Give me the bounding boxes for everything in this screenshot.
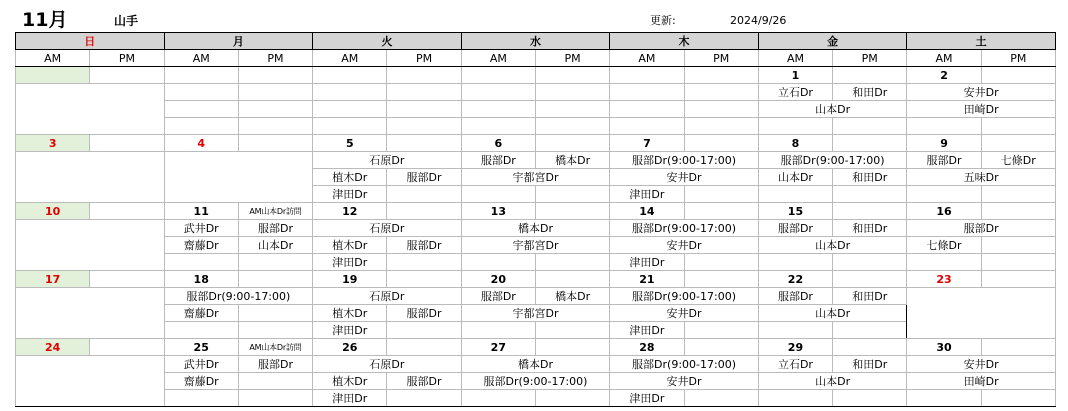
schedule-table xyxy=(15,32,1056,407)
cell xyxy=(238,390,312,407)
pm-label: PM xyxy=(238,50,312,67)
doctor-am: 植木Dr xyxy=(313,237,387,254)
doctor-allday: 石原Dr xyxy=(313,152,462,169)
doctor-allday: 服部Dr(9:00-17:00) xyxy=(461,373,610,390)
doctor-allday: 安井Dr xyxy=(610,373,759,390)
doctor-allday: 宇都宮Dr xyxy=(461,237,610,254)
weekday-mon: 月 xyxy=(164,33,313,50)
weekday-thu: 木 xyxy=(610,33,759,50)
doctor-allday: 服部Dr(9:00-17:00) xyxy=(758,152,907,169)
cell xyxy=(461,186,535,203)
cell xyxy=(684,322,758,339)
cell xyxy=(238,84,312,101)
updated-label: 更新: xyxy=(650,14,676,27)
date-sat: 2 xyxy=(907,67,981,84)
date-wed: 13 xyxy=(461,203,535,220)
sun-blank xyxy=(16,84,165,135)
sat-holiday-blank xyxy=(907,288,1056,339)
updated-date: 2024/9/26 xyxy=(730,14,787,27)
empty-cell xyxy=(313,67,387,84)
doctor-am: 津田Dr xyxy=(313,254,387,271)
date-thu: 14 xyxy=(610,203,684,220)
empty-cell xyxy=(90,339,164,356)
date-fri: 1 xyxy=(758,67,832,84)
date-tue: 26 xyxy=(313,339,387,356)
doctor-allday: 服部Dr(9:00-17:00) xyxy=(164,288,313,305)
doctor-pm: 橋本Dr xyxy=(535,288,609,305)
week-5-row-3 xyxy=(16,390,1056,407)
cell xyxy=(238,254,312,271)
week-4-row-3 xyxy=(16,322,1056,339)
date-sat: 9 xyxy=(907,135,981,152)
doctor-am: 齋藤Dr xyxy=(164,237,238,254)
doctor-allday: 石原Dr xyxy=(313,356,462,373)
doctor-am: 津田Dr xyxy=(610,186,684,203)
cell xyxy=(535,186,609,203)
cell xyxy=(164,322,238,339)
cell xyxy=(238,101,312,118)
cell xyxy=(981,254,1055,271)
week-3-date-row xyxy=(16,203,1056,220)
doctor-am: 服部Dr xyxy=(461,152,535,169)
cell xyxy=(238,118,312,135)
doctor-allday: 服部Dr(9:00-17:00) xyxy=(610,288,759,305)
doctor-allday: 宇都宮Dr xyxy=(461,169,610,186)
doctor-pm: 七條Dr xyxy=(981,152,1055,169)
empty-cell xyxy=(610,67,684,84)
week-1-row-1 xyxy=(16,84,1056,101)
date-thu: 21 xyxy=(610,271,684,288)
empty-cell xyxy=(461,67,535,84)
cell xyxy=(907,254,981,271)
cell xyxy=(684,118,758,135)
empty-cell xyxy=(981,339,1055,356)
doctor-allday: 安井Dr xyxy=(610,237,759,254)
am-label: AM xyxy=(313,50,387,67)
cell xyxy=(833,322,907,339)
doctor-allday: 宇都宮Dr xyxy=(461,305,610,322)
cell xyxy=(387,254,461,271)
month-title: 11月 xyxy=(22,9,68,31)
cell xyxy=(981,186,1055,203)
cell xyxy=(833,118,907,135)
doctor-allday: 橋本Dr xyxy=(461,356,610,373)
date-fri: 8 xyxy=(758,135,832,152)
empty-cell xyxy=(833,135,907,152)
cell xyxy=(833,254,907,271)
doctor-allday: 田崎Dr xyxy=(907,101,1056,118)
week-1-date-row xyxy=(16,67,1056,84)
am-label: AM xyxy=(16,50,90,67)
empty-cell xyxy=(684,271,758,288)
doctor-pm: 服部Dr xyxy=(387,373,461,390)
cell xyxy=(238,305,312,322)
cell xyxy=(313,84,387,101)
doctor-allday: 五味Dr xyxy=(907,169,1056,186)
cell xyxy=(907,390,981,407)
doctor-am: 植木Dr xyxy=(313,305,387,322)
doctor-pm: 橋本Dr xyxy=(535,152,609,169)
sun-blank xyxy=(16,288,165,339)
date-sun: 10 xyxy=(16,203,90,220)
sun-cell xyxy=(16,67,90,84)
visit-note: AM山本Dr訪問 xyxy=(238,339,312,356)
date-tue: 12 xyxy=(313,203,387,220)
date-mon: 18 xyxy=(164,271,238,288)
empty-cell xyxy=(833,67,907,84)
doctor-allday: 山本Dr xyxy=(758,373,907,390)
doctor-allday: 石原Dr xyxy=(313,288,462,305)
cell xyxy=(610,118,684,135)
doctor-pm: 和田Dr xyxy=(833,169,907,186)
cell xyxy=(833,390,907,407)
sun-blank xyxy=(16,356,165,407)
doctor-allday: 安井Dr xyxy=(610,169,759,186)
cell xyxy=(758,118,832,135)
cell xyxy=(684,84,758,101)
empty-cell xyxy=(164,67,238,84)
week-1-row-3 xyxy=(16,118,1056,135)
cell xyxy=(164,101,238,118)
doctor-am: 服部Dr xyxy=(758,220,832,237)
cell xyxy=(907,118,981,135)
week-4-row-1 xyxy=(16,288,1056,305)
week-5-date-row xyxy=(16,339,1056,356)
doctor-am: 齋藤Dr xyxy=(164,305,238,322)
cell xyxy=(535,254,609,271)
pm-label: PM xyxy=(981,50,1055,67)
am-label: AM xyxy=(461,50,535,67)
doctor-allday: 石原Dr xyxy=(313,220,462,237)
date-mon: 11 xyxy=(164,203,238,220)
empty-cell xyxy=(90,135,164,152)
cell xyxy=(461,84,535,101)
date-tue: 5 xyxy=(313,135,387,152)
date-mon: 25 xyxy=(164,339,238,356)
date-sun: 24 xyxy=(16,339,90,356)
doctor-pm: 服部Dr xyxy=(238,356,312,373)
location-label: 山手 xyxy=(114,14,139,28)
doctor-allday: 山本Dr xyxy=(758,101,907,118)
date-thu: 7 xyxy=(610,135,684,152)
pm-label: PM xyxy=(535,50,609,67)
cell xyxy=(387,322,461,339)
doctor-allday: 安井Dr xyxy=(610,305,759,322)
cell xyxy=(535,390,609,407)
cell xyxy=(758,390,832,407)
doctor-am: 津田Dr xyxy=(313,390,387,407)
cell xyxy=(461,390,535,407)
empty-cell xyxy=(684,67,758,84)
cell xyxy=(313,118,387,135)
cell xyxy=(684,390,758,407)
sun-blank xyxy=(16,220,165,271)
doctor-am: 齋藤Dr xyxy=(164,373,238,390)
cell xyxy=(535,101,609,118)
week-2-row-1 xyxy=(16,152,1056,169)
cell xyxy=(535,84,609,101)
doctor-allday: 田崎Dr xyxy=(907,373,1056,390)
doctor-allday: 安井Dr xyxy=(907,84,1056,101)
cell xyxy=(684,186,758,203)
cell xyxy=(164,84,238,101)
date-fri: 29 xyxy=(758,339,832,356)
week-5-row-2 xyxy=(16,373,1056,390)
doctor-am: 武井Dr xyxy=(164,356,238,373)
empty-cell xyxy=(90,271,164,288)
cell xyxy=(907,186,981,203)
doctor-allday: 服部Dr xyxy=(907,220,1056,237)
cell xyxy=(981,118,1055,135)
empty-cell xyxy=(238,135,312,152)
cell xyxy=(610,101,684,118)
empty-cell xyxy=(535,67,609,84)
cell xyxy=(387,101,461,118)
pm-label: PM xyxy=(684,50,758,67)
empty-cell xyxy=(387,135,461,152)
empty-cell xyxy=(981,67,1055,84)
empty-cell xyxy=(387,339,461,356)
cell xyxy=(758,322,832,339)
pm-label: PM xyxy=(90,50,164,67)
date-fri: 15 xyxy=(758,203,832,220)
date-tue: 19 xyxy=(313,271,387,288)
week-4-date-row xyxy=(16,271,1056,288)
doctor-pm: 服部Dr xyxy=(387,305,461,322)
mon-blank xyxy=(164,152,313,203)
doctor-pm: 和田Dr xyxy=(833,356,907,373)
cell xyxy=(461,118,535,135)
weekday-tue: 火 xyxy=(313,33,462,50)
weekday-header-row xyxy=(16,33,1056,50)
empty-cell xyxy=(90,67,164,84)
doctor-am: 服部Dr xyxy=(907,152,981,169)
cell xyxy=(981,390,1055,407)
weekday-fri: 金 xyxy=(758,33,907,50)
doctor-pm: 和田Dr xyxy=(833,288,907,305)
cell xyxy=(238,322,312,339)
doctor-am: 七條Dr xyxy=(907,237,981,254)
cell xyxy=(833,186,907,203)
empty-cell xyxy=(535,135,609,152)
am-label: AM xyxy=(907,50,981,67)
empty-cell xyxy=(387,67,461,84)
cell xyxy=(684,101,758,118)
weekday-sun: 日 xyxy=(16,33,165,50)
weekday-wed: 水 xyxy=(461,33,610,50)
ampm-header-row xyxy=(16,50,1056,67)
doctor-am: 植木Dr xyxy=(313,169,387,186)
doctor-am: 立石Dr xyxy=(758,84,832,101)
empty-cell xyxy=(535,271,609,288)
doctor-allday: 服部Dr(9:00-17:00) xyxy=(610,152,759,169)
cell xyxy=(164,390,238,407)
empty-cell xyxy=(833,203,907,220)
week-3-row-1 xyxy=(16,220,1056,237)
date-fri: 22 xyxy=(758,271,832,288)
cell xyxy=(758,186,832,203)
empty-cell xyxy=(981,135,1055,152)
weekday-sat: 土 xyxy=(907,33,1056,50)
doctor-am: 服部Dr xyxy=(758,288,832,305)
doctor-am: 植木Dr xyxy=(313,373,387,390)
cell xyxy=(758,254,832,271)
doctor-pm: 服部Dr xyxy=(238,220,312,237)
cell xyxy=(684,254,758,271)
cell xyxy=(164,118,238,135)
pm-label: PM xyxy=(387,50,461,67)
week-5-row-1 xyxy=(16,356,1056,373)
empty-cell xyxy=(833,339,907,356)
empty-cell xyxy=(684,203,758,220)
date-wed: 6 xyxy=(461,135,535,152)
empty-cell xyxy=(238,271,312,288)
empty-cell xyxy=(238,67,312,84)
week-4-row-2 xyxy=(16,305,1056,322)
doctor-allday: 服部Dr(9:00-17:00) xyxy=(610,220,759,237)
cell xyxy=(461,322,535,339)
cell xyxy=(387,84,461,101)
week-3-row-2 xyxy=(16,237,1056,254)
doctor-pm: 和田Dr xyxy=(833,220,907,237)
date-wed: 20 xyxy=(461,271,535,288)
cell xyxy=(164,254,238,271)
visit-note: AM山本Dr訪問 xyxy=(238,203,312,220)
doctor-allday: 橋本Dr xyxy=(461,220,610,237)
empty-cell xyxy=(684,339,758,356)
empty-cell xyxy=(387,203,461,220)
doctor-pm: 和田Dr xyxy=(833,84,907,101)
am-label: AM xyxy=(758,50,832,67)
doctor-am: 津田Dr xyxy=(610,254,684,271)
doctor-allday: 服部Dr(9:00-17:00) xyxy=(610,356,759,373)
date-thu: 28 xyxy=(610,339,684,356)
doctor-am: 津田Dr xyxy=(610,390,684,407)
empty-cell xyxy=(981,203,1055,220)
empty-cell xyxy=(981,271,1055,288)
doctor-am: 津田Dr xyxy=(313,322,387,339)
doctor-am: 服部Dr xyxy=(461,288,535,305)
week-3-row-3 xyxy=(16,254,1056,271)
cell xyxy=(461,254,535,271)
cell xyxy=(535,118,609,135)
empty-cell xyxy=(535,339,609,356)
doctor-am: 津田Dr xyxy=(610,322,684,339)
empty-cell xyxy=(833,271,907,288)
doctor-allday: 山本Dr xyxy=(758,305,907,322)
cell xyxy=(535,322,609,339)
cell xyxy=(610,84,684,101)
pm-label: PM xyxy=(833,50,907,67)
date-wed: 27 xyxy=(461,339,535,356)
date-sat: 16 xyxy=(907,203,981,220)
cell xyxy=(387,186,461,203)
date-mon: 4 xyxy=(164,135,238,152)
date-sat: 23 xyxy=(907,271,981,288)
empty-cell xyxy=(90,203,164,220)
cell xyxy=(387,118,461,135)
doctor-am: 立石Dr xyxy=(758,356,832,373)
doctor-pm: 服部Dr xyxy=(387,169,461,186)
doctor-am: 津田Dr xyxy=(313,186,387,203)
empty-cell xyxy=(535,203,609,220)
cell xyxy=(981,237,1055,254)
doctor-pm: 服部Dr xyxy=(387,237,461,254)
am-label: AM xyxy=(164,50,238,67)
doctor-allday: 山本Dr xyxy=(758,237,907,254)
doctor-allday: 安井Dr xyxy=(907,356,1056,373)
week-2-date-row xyxy=(16,135,1056,152)
cell xyxy=(313,101,387,118)
cell xyxy=(238,373,312,390)
empty-cell xyxy=(684,135,758,152)
sun-blank xyxy=(16,152,165,203)
date-sat: 30 xyxy=(907,339,981,356)
date-sun: 17 xyxy=(16,271,90,288)
am-label: AM xyxy=(610,50,684,67)
date-sun: 3 xyxy=(16,135,90,152)
cell xyxy=(387,390,461,407)
week-1-row-2 xyxy=(16,101,1056,118)
doctor-am: 山本Dr xyxy=(758,169,832,186)
empty-cell xyxy=(387,271,461,288)
cell xyxy=(461,101,535,118)
doctor-pm: 山本Dr xyxy=(238,237,312,254)
doctor-am: 武井Dr xyxy=(164,220,238,237)
